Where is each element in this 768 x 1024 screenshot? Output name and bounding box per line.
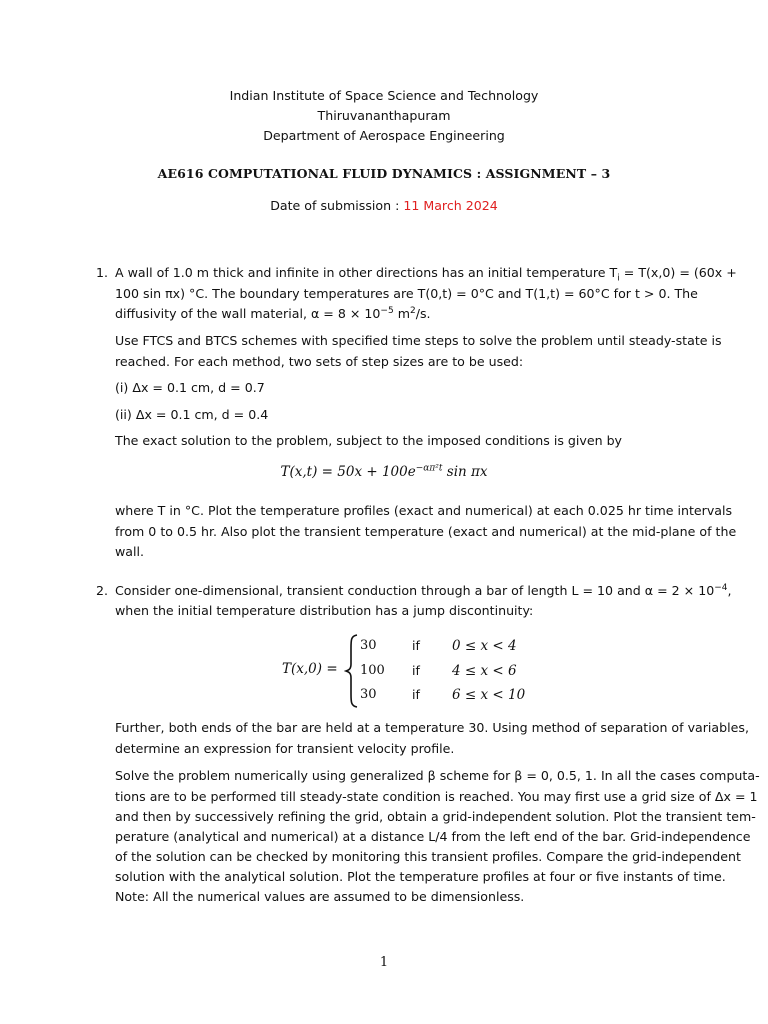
piece-value-3: 30 [360,687,377,702]
q2-solve-line-6: solution with the analytical solution. Plot the temperature profiles at four or five instants of time. [115,869,726,884]
q1-exact-equation [0,464,768,480]
q2-line-1a: Consider one-dimensional, transient conduction through a bar of length L = 10 and α = 2 × 10 [115,583,715,598]
q1-line-2 [115,286,698,301]
piece-value-2: 100 [360,663,385,678]
q2-solve-line-7: Note: All the numerical values are assumed to be dimensionless. [115,889,525,904]
q2-line-1b: , [727,583,732,598]
q2-solve-line-3: and then by successively refining the grid, obtain a grid-independent solution. Plot the transient tem- [115,809,756,824]
piece-cond-1: 0 ≤ x < 4 [452,638,517,654]
q2-further-line-1: Further, both ends of the bar are held at a temperature 30. Using method of separation of variables, [115,720,749,735]
q1-case-i: (i) Δx = 0.1 cm, d = 0.7 [115,380,265,395]
q1-line-3a: diffusivity of the wall material, α = 8 × 10 [115,306,381,321]
q2-solve-line-5: of the solution can be checked by monitoring this transient profiles. Compare the grid-independent [115,849,741,864]
q2-line-2: when the initial temperature distribution has a jump discontinuity: [115,603,534,618]
piece-cond-3: 6 ≤ x < 10 [452,687,526,703]
city-name: Thiruvananthapuram [317,108,451,123]
q1-eq-lhs: T(x,t) = 50x + 100e [280,464,416,480]
q2-further-line-2: determine an expression for transient velocity profile. [115,741,455,756]
q1-where-line-3: wall. [115,544,145,559]
submission-date [0,198,768,213]
piece-if-1: if [412,638,420,653]
q1-line-1b: = T(x,0) = (60x + [619,265,737,280]
q1-line-3b: m [393,306,410,321]
q1-where-line-2: from 0 to 0.5 hr. Also plot the transient temperature (exact and numerical) at the mid-plane of the [115,524,737,539]
institute-name: Indian Institute of Space Science and Technology [229,88,539,103]
date-value: 11 March 2024 [403,198,498,213]
q1-line-2b: T(0,t) = 0°C and T(1,t) = 60°C for t > 0. The [417,286,698,301]
piecewise-equation [282,632,542,712]
q1-line-2a: 100 sin πx) °C. The boundary temperatures are [115,286,418,301]
q2-line-1 [115,582,732,598]
q1-eq-rhs: sin πx [442,464,488,480]
q1-line-3 [115,306,691,321]
q1-number: 1. [96,265,109,280]
date-label: Date of submission : [270,198,404,213]
q2-number: 2. [96,583,109,598]
q1-line-3c: /s. [415,306,431,321]
q1-para2-line-2: reached. For each method, two sets of step sizes are to be used: [115,354,524,369]
q1-exact-intro: The exact solution to the problem, subject to the imposed conditions is given by [115,433,623,448]
q1-exp-2: 2 [409,305,416,316]
piecewise-lhs: T(x,0) = [282,661,338,677]
q2-solve-line-4: perature (analytical and numerical) at a distance L/4 from the left end of the bar. Grid-independence [115,829,751,844]
q1-line-1a: A wall of 1.0 m thick and infinite in other directions has an initial temperature T [115,265,618,280]
page-number: 1 [379,955,389,970]
q1-eq-exponent: −απ²t [415,463,443,474]
q1-case-ii: (ii) Δx = 0.1 cm, d = 0.4 [115,407,269,422]
assignment-title: AE616 COMPUTATIONAL FLUID DYNAMICS : ASSIGNMENT – 3 [157,166,611,181]
q2-solve-line-1: Solve the problem numerically using generalized β scheme for β = 0, 0.5, 1. In all the cases computa- [115,768,760,783]
q1-line-1 [115,265,737,284]
q1-subscript-i: i [617,273,620,284]
piece-cond-2: 4 ≤ x < 6 [452,663,517,679]
q2-solve-line-2: tions are to be performed till steady-state condition is reached. You may first use a grid size of Δx = 1 [115,789,758,804]
piece-if-2: if [412,663,420,678]
q1-where-line-1: where T in °C. Plot the temperature profiles (exact and numerical) at each 0.025 hr time intervals [115,503,733,518]
q1-exp-1: −5 [380,305,394,316]
q1-para2-line-1: Use FTCS and BTCS schemes with specified time steps to solve the problem until steady-state is [115,333,722,348]
left-brace-icon [344,634,360,708]
q2-exp: −4 [714,582,728,593]
piece-if-3: if [412,687,420,702]
department-name: Department of Aerospace Engineering [263,128,505,143]
piece-value-1: 30 [360,638,377,653]
